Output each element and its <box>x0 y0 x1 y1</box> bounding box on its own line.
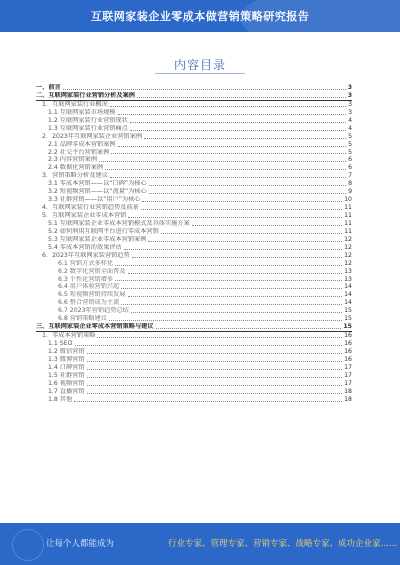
table-of-contents <box>36 84 352 404</box>
toc-leader-dots <box>149 184 346 186</box>
toc-entry-page: 17 <box>344 379 352 387</box>
toc-leader-dots <box>121 287 342 289</box>
toc-entry-page: 6 <box>348 164 352 172</box>
toc-entry-title: 1.7 直播营销 <box>48 387 85 395</box>
toc-entry-title: 1.5 社群营销 <box>48 371 85 379</box>
toc-entry-title: 2.1 品牌零成本营销案例 <box>48 140 116 148</box>
toc-entry-page: 13 <box>344 275 352 283</box>
toc-entry-title: 6.7 2023年营销趋势总结 <box>58 307 129 315</box>
toc-entry-title: 2.2 社交平台营销案例 <box>48 148 110 156</box>
toc-entry-title: 5.2 如何利用互联网平台进行零成本营销 <box>48 227 159 235</box>
toc-leader-dots <box>87 376 343 378</box>
toc-leader-dots <box>87 392 343 394</box>
toc-entry[interactable] <box>36 172 352 180</box>
toc-entry-title: 1.1 互联网家装市场规模 <box>48 108 116 116</box>
toc-entry[interactable] <box>36 356 352 364</box>
toc-entry-page: 5 <box>348 132 352 140</box>
toc-entry[interactable] <box>36 141 352 149</box>
toc-entry-title: 5.3 互联网家装企业零成本营销案例 <box>48 235 147 243</box>
toc-entry[interactable] <box>36 307 352 315</box>
toc-leader-dots <box>75 344 343 346</box>
footer-banner <box>0 523 400 565</box>
toc-leader-dots <box>118 113 347 115</box>
toc-entry-page: 11 <box>344 212 352 219</box>
toc-leader-dots <box>87 360 343 362</box>
toc-entry[interactable] <box>36 260 352 268</box>
toc-entry-page: 15 <box>344 315 352 323</box>
toc-entry[interactable] <box>36 364 352 372</box>
toc-entry-page: 3 <box>347 84 352 91</box>
toc-entry-title: 二、互联网家装行业营销分析及案例 <box>36 91 135 99</box>
toc-heading: 内容目录 <box>173 58 226 72</box>
toc-entry-title: 6.2 数字化营销全面普及 <box>58 267 126 275</box>
toc-entry[interactable] <box>36 268 352 276</box>
toc-entry-page: 14 <box>344 291 352 299</box>
toc-entry-page: 7 <box>348 172 352 180</box>
toc-entry[interactable] <box>36 220 352 228</box>
toc-entry-page: 17 <box>344 371 352 379</box>
toc-entry-title: 3.3 社群营销——以“用户”为核心 <box>48 196 141 204</box>
toc-leader-dots <box>118 145 347 147</box>
toc-entry-page: 8 <box>348 180 352 188</box>
toc-leader-dots <box>161 232 342 234</box>
toc-entry[interactable] <box>36 315 352 323</box>
toc-entry[interactable] <box>36 244 352 252</box>
toc-entry-title: 1.2 互联网家装行业营销现状 <box>48 116 128 124</box>
toc-entry[interactable] <box>36 348 352 356</box>
toc-entry[interactable] <box>36 125 352 133</box>
toc-entry[interactable] <box>36 92 352 101</box>
toc-entry-title: 5.4 零成本营销的效果评估 <box>48 243 122 251</box>
toc-leader-dots <box>130 129 346 131</box>
toc-leader-dots <box>115 264 342 266</box>
toc-entry[interactable] <box>36 117 352 125</box>
toc-entry[interactable] <box>36 380 352 388</box>
toc-entry-title: 3.1 零成本营销——以“口碑”为核心 <box>48 180 147 188</box>
toc-entry-title: 2．2023年互联网家装企业营销案例 <box>42 132 143 140</box>
toc-entry-title: 1.6 视频营销 <box>48 379 85 387</box>
toc-entry-title: 2.4 数据化营销案例 <box>48 164 104 172</box>
toc-leader-dots <box>156 327 342 329</box>
toc-entry-title: 1.3 互联网家装行业营销痛点 <box>48 124 128 132</box>
report-title: 互联网家装企业零成本做营销策略研究报告 <box>90 10 310 23</box>
toc-leader-dots <box>148 240 342 242</box>
toc-entry[interactable] <box>36 204 352 212</box>
toc-entry-page: 11 <box>344 204 352 212</box>
toc-entry-page: 15 <box>344 307 352 315</box>
toc-entry[interactable] <box>36 252 352 260</box>
toc-entry-page: 12 <box>344 243 352 251</box>
toc-leader-dots <box>124 248 342 250</box>
footer-decoration <box>12 529 44 561</box>
toc-entry-title: 5.1 互联网家装企业零成本营销模式及具体实施方案 <box>48 219 190 227</box>
toc-leader-dots <box>97 336 342 338</box>
toc-leader-dots <box>87 384 343 386</box>
toc-entry[interactable] <box>36 236 352 244</box>
toc-leader-dots <box>110 105 346 107</box>
toc-leader-dots <box>128 216 342 218</box>
toc-entry-title: 1.3 微博营销 <box>48 355 85 363</box>
toc-entry-page: 5 <box>348 148 352 156</box>
toc-entry[interactable] <box>36 109 352 117</box>
toc-leader-dots <box>144 137 346 139</box>
toc-entry-page: 16 <box>344 332 352 340</box>
toc-entry-title: 6.8 营销策略建议 <box>58 315 107 323</box>
toc-entry-title: 6.1 营销方式多样化 <box>58 259 114 267</box>
toc-entry[interactable] <box>36 323 352 332</box>
toc-entry-page: 14 <box>344 283 352 291</box>
toc-entry-page: 4 <box>348 116 352 124</box>
toc-entry-title: 1．零成本营销策略 <box>42 332 96 340</box>
toc-leader-dots <box>121 303 342 305</box>
toc-entry-page: 14 <box>344 299 352 307</box>
toc-entry[interactable] <box>36 283 352 291</box>
toc-entry[interactable] <box>36 332 352 340</box>
toc-entry-page: 10 <box>344 196 352 204</box>
toc-leader-dots <box>132 256 342 258</box>
toc-entry-title: 1.1 SEO <box>48 340 73 347</box>
toc-leader-dots <box>142 200 342 202</box>
toc-entry-page: 12 <box>344 259 352 267</box>
toc-entry[interactable] <box>36 164 352 172</box>
toc-entry-page: 6 <box>348 156 352 164</box>
toc-entry-page: 12 <box>344 235 352 243</box>
toc-entry[interactable] <box>36 188 352 196</box>
toc-entry-page: 9 <box>348 188 352 196</box>
report-header-banner <box>0 0 400 32</box>
toc-entry-title: 三、互联网家装企业零成本营销策略与建议 <box>36 323 154 331</box>
toc-entry-title: 6．2023年互联网家装营销趋势 <box>42 251 130 259</box>
toc-entry[interactable] <box>36 388 352 396</box>
toc-entry[interactable] <box>36 212 352 220</box>
toc-entry-title: 3．营销策略分析及建议 <box>42 172 108 180</box>
toc-entry-page: 16 <box>344 340 352 347</box>
toc-entry[interactable] <box>36 149 352 157</box>
toc-entry-page: 16 <box>344 355 352 363</box>
toc-entry-page: 17 <box>344 363 352 371</box>
toc-leader-dots <box>111 152 346 154</box>
toc-entry[interactable] <box>36 291 352 299</box>
toc-leader-dots <box>130 121 346 123</box>
toc-leader-dots <box>137 96 346 98</box>
toc-leader-dots <box>128 295 343 297</box>
toc-entry-title: 6.5 短视频营销持续发展 <box>58 291 126 299</box>
toc-entry[interactable] <box>36 228 352 236</box>
toc-entry-page: 16 <box>344 347 352 355</box>
toc-entry-page: 3 <box>347 91 352 99</box>
toc-entry[interactable] <box>36 340 352 348</box>
toc-entry-title: 3.2 短视频营销——以“流量”为核心 <box>48 188 147 196</box>
toc-leader-dots <box>87 368 343 370</box>
toc-entry-title: 6.6 整合营销成为主流 <box>58 299 120 307</box>
toc-entry-page: 18 <box>344 387 352 395</box>
toc-leader-dots <box>87 352 343 354</box>
toc-entry[interactable] <box>36 396 352 404</box>
toc-entry-title: 2.3 内容营销案例 <box>48 156 97 164</box>
toc-entry[interactable] <box>36 156 352 164</box>
toc-entry-page: 15 <box>343 323 352 331</box>
toc-leader-dots <box>99 160 346 162</box>
toc-entry-title: 6.3 个性化营销增多 <box>58 275 114 283</box>
toc-entry-page: 4 <box>348 124 352 132</box>
toc-heading-divider <box>155 73 245 74</box>
toc-entry[interactable] <box>36 299 352 307</box>
toc-entry-title: 1．互联网家装行业概况 <box>42 100 108 108</box>
toc-entry-title: 1.8 其他 <box>48 395 73 403</box>
toc-entry[interactable] <box>36 101 352 109</box>
toc-entry-page: 3 <box>348 100 352 108</box>
toc-entry[interactable] <box>36 133 352 141</box>
toc-entry-page: 3 <box>348 108 352 116</box>
toc-leader-dots <box>63 88 346 90</box>
toc-leader-dots <box>149 192 346 194</box>
toc-leader-dots <box>74 400 342 402</box>
toc-leader-dots <box>192 224 342 226</box>
toc-leader-dots <box>115 279 342 281</box>
toc-leader-dots <box>128 272 343 274</box>
toc-entry-page: 12 <box>344 251 352 259</box>
toc-entry-page: 18 <box>344 395 352 403</box>
toc-entry[interactable] <box>36 372 352 380</box>
footer-slogan-left: 让每个人都能成为 <box>46 539 115 549</box>
footer-slogan-right: 行业专家、管理专家、营销专家、战略专家、成功企业家…… <box>168 539 398 549</box>
toc-entry[interactable] <box>36 84 352 92</box>
toc-leader-dots <box>110 176 346 178</box>
toc-entry-title: 一、前言 <box>36 84 61 91</box>
toc-leader-dots <box>109 319 342 321</box>
toc-entry-title: 5．互联网家装企业零成本营销 <box>42 212 127 219</box>
toc-entry-page: 5 <box>348 140 352 148</box>
toc-entry-title: 6.4 用户体验营销兴起 <box>58 283 120 291</box>
toc-entry-page: 13 <box>344 267 352 275</box>
toc-entry-title: 1.2 微信营销 <box>48 347 85 355</box>
toc-entry-page: 11 <box>344 227 352 235</box>
toc-entry-title: 4．互联网家装行业营销趋势及前景 <box>42 204 139 212</box>
toc-leader-dots <box>131 311 342 313</box>
toc-leader-dots <box>141 208 342 210</box>
toc-leader-dots <box>105 168 346 170</box>
toc-entry[interactable] <box>36 180 352 188</box>
toc-entry[interactable] <box>36 196 352 204</box>
toc-entry[interactable] <box>36 276 352 284</box>
toc-entry-title: 1.4 口碑营销 <box>48 363 85 371</box>
toc-entry-page: 11 <box>344 219 352 227</box>
